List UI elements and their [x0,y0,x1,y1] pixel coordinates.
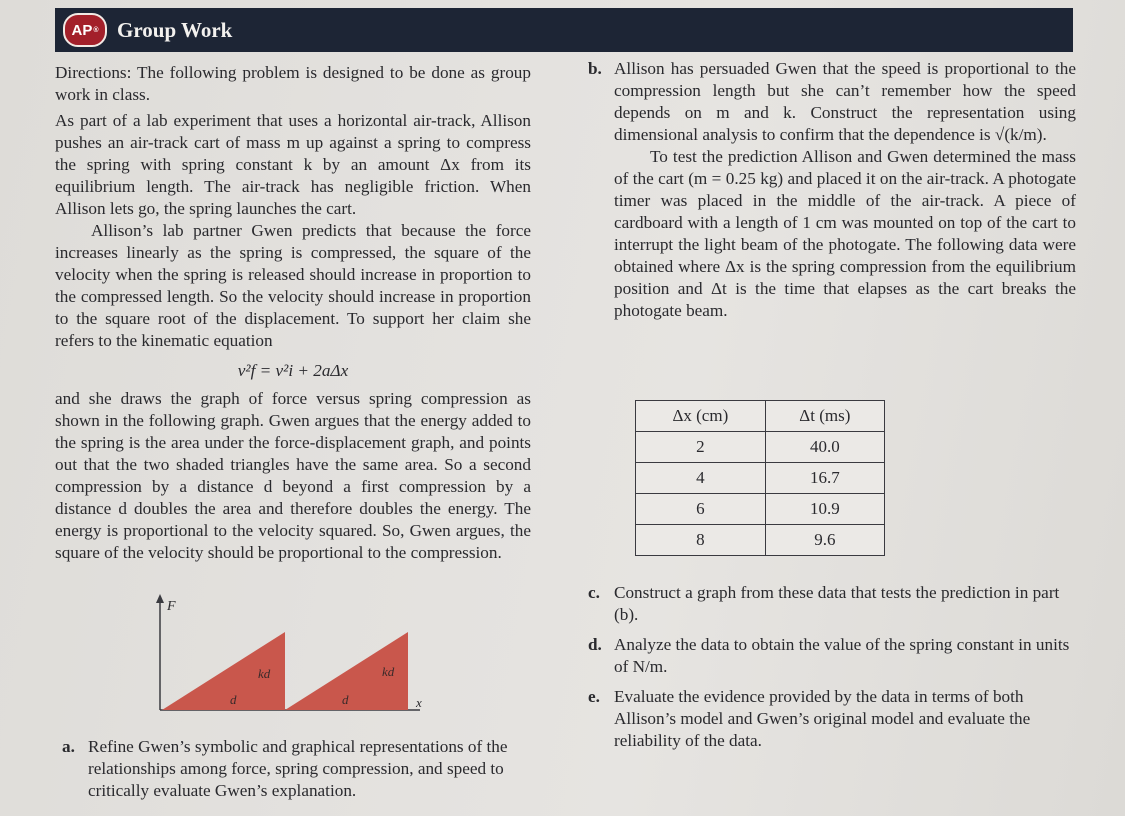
table-row [636,494,885,525]
directions-text: Directions: The following problem is designed to be done as group work in class. [55,63,531,104]
cell-delta-x: 4 [636,463,766,494]
right-column [588,58,1076,322]
item-e [588,686,1076,752]
cell-delta-x: 2 [636,432,766,463]
paragraph-gwen-argument: and she draws the graph of force versus spring compression as shown in the following graph. Gwen argues that the energy added to the spring is the area under the force-displacement graph, and points out that the two shaded triangles have the same area. So a second compression by a distance d beyond a first compression by a distance d doubles the area and therefore doubles the energy. The energy is proportional to the velocity squared. So, Gwen argues, the square of the velocity should be proportional to the compression. [55,389,531,562]
item-d-text: Analyze the data to obtain the value of the spring constant in units of N/m. [614,635,1070,676]
cell-delta-t: 10.9 [765,494,884,525]
triangle-2-height-label: kd [382,664,395,679]
triangle-1-base-label: d [230,692,237,707]
left-column [55,62,531,564]
item-b-text: Allison has persuaded Gwen that the speed is proportional to the compression length but she can’t remember how the speed depends on m and k. Construct the representation using dimensional analysis to confirm that the dependence is √(k/m). [614,59,1076,144]
section-header [55,8,1073,52]
table-row [636,525,885,556]
item-c-label: c. [588,583,600,602]
cell-delta-x: 6 [636,494,766,525]
table-header-row [636,401,885,432]
table-row [636,432,885,463]
paragraph-test-setup: To test the prediction Allison and Gwen determined the mass of the cart (m = 0.25 kg) and placed it on the air-track. A photogate timer was placed in the middle of the air-track. A piece of cardboard with a length of 1 cm was mounted on top of the cart to interrupt the light beam of the photogate. The following data were obtained where Δx is the spring compression from the equilibrium position and Δt is the time that elapses as the cart breaks the photogate beam. [614,147,1076,320]
ap-logo: AP ® [63,13,107,47]
item-a-label: a. [62,737,75,756]
paragraph-gwen-prediction: Allison’s lab partner Gwen predicts that because the force increases linearly as the spring is compressed, the square of the velocity when the spring is released should increase in proportion to the compressed length. So the velocity should increase in proportion to the square root of the displacement. To support her claim she refers to the kinematic equation [55,221,531,350]
items-c-e [588,582,1076,752]
data-table-wrapper [635,400,885,556]
item-c-text: Construct a graph from these data that tests the prediction in part (b). [614,583,1060,624]
triangle-1-height-label: kd [258,666,271,681]
cell-delta-x: 8 [636,525,766,556]
item-a [62,736,527,802]
cell-delta-t: 9.6 [765,525,884,556]
section-title: Group Work [117,17,233,42]
table-row [636,463,885,494]
header-delta-x: Δx (cm) [636,401,766,432]
data-table [635,400,885,556]
item-e-text: Evaluate the evidence provided by the data in terms of both Allison’s model and Gwen’s original model and evaluate the reliability of the data. [614,687,1031,750]
header-delta-t: Δt (ms) [765,401,884,432]
paragraph-setup: As part of a lab experiment that uses a horizontal air-track, Allison pushes an air-track cart of mass m up against a spring to compress the spring with spring constant k by an amount Δx from its equilibrium length. The air-track has negligible friction. When Allison lets go, the spring launches the cart. [55,111,531,218]
force-compression-graph [150,590,430,720]
triangle-2-base-label: d [342,692,349,707]
item-c [588,582,1076,626]
item-e-label: e. [588,687,600,706]
y-axis-label: F [167,599,176,614]
item-b [588,58,1076,146]
item-a-text: Refine Gwen’s symbolic and graphical representations of the relationships among force, spring compression, and speed to critically evaluate Gwen’s explanation. [88,737,508,800]
item-d-label: d. [588,635,602,654]
x-axis-label: x [416,695,422,710]
kinematic-equation: v²f = v²i + 2aΔx [237,361,349,380]
y-axis-arrow [156,594,164,603]
item-b-label: b. [588,59,602,78]
cell-delta-t: 16.7 [765,463,884,494]
item-d [588,634,1076,678]
cell-delta-t: 40.0 [765,432,884,463]
